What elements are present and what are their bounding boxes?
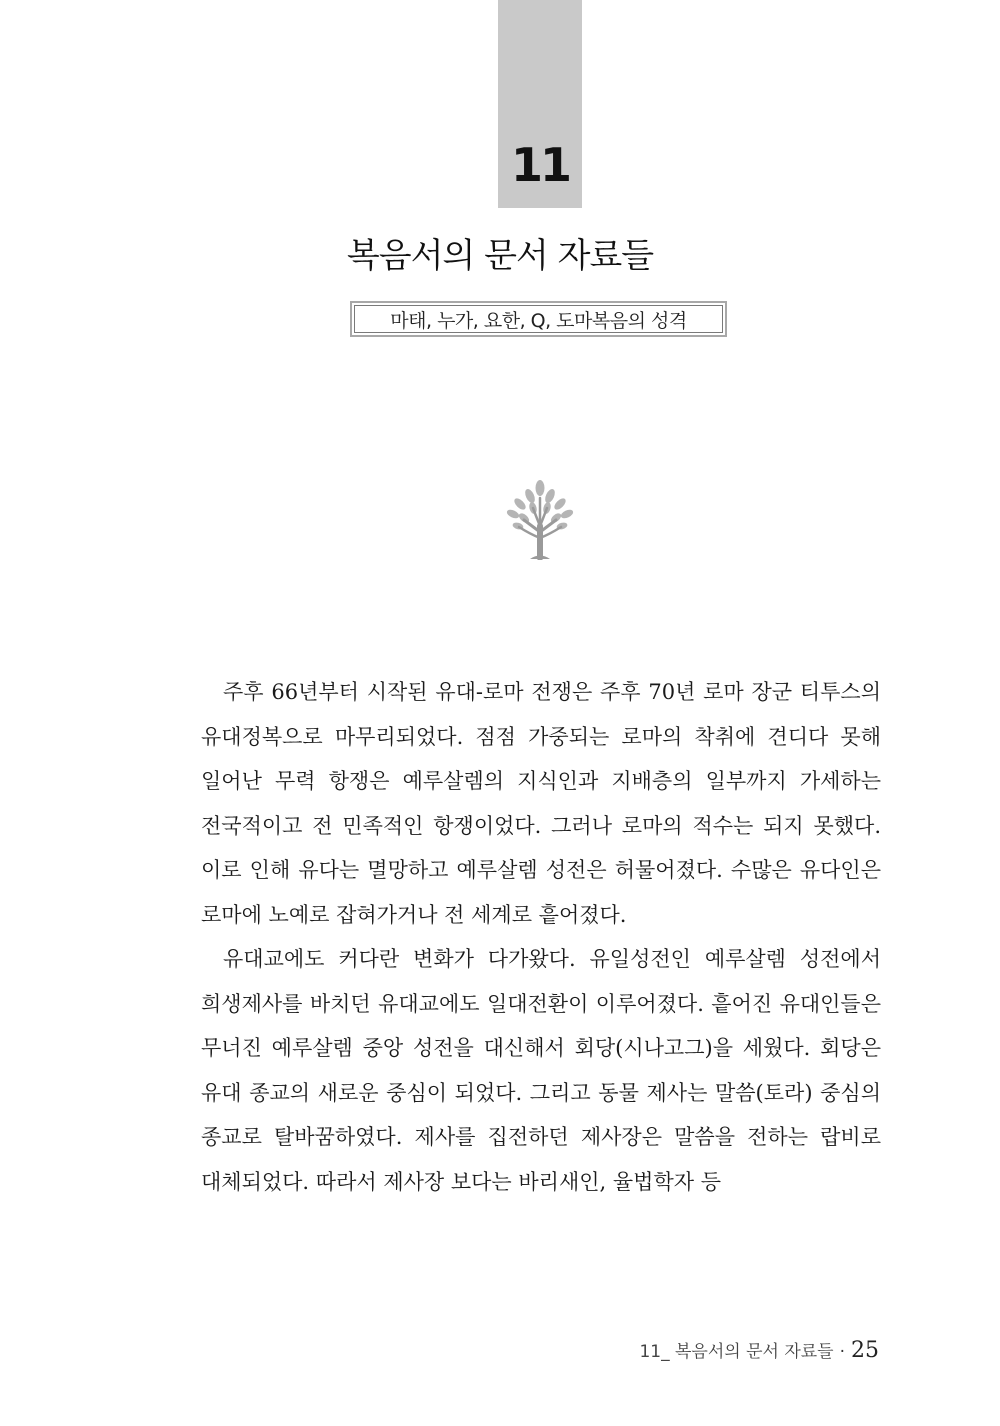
footer-separator: · — [839, 1342, 845, 1362]
page-title: 복음서의 문서 자료들 — [346, 236, 654, 276]
chapter-tab — [498, 0, 582, 208]
body-paragraph: 주후 66년부터 시작된 유대-로마 전쟁은 주후 70년 로마 장군 티투스의 유대정복으로 마무리되었다. 점점 가중되는 로마의 착취에 견디다 못해 일어난 무력 항쟁은 예루살렘의 지식인과 지배층의 일부까지 가세하는 전국적이고 전 민족적인 항쟁이었다. 그러나 로마의 적수는 되지 못했다. 이로 인해 유다는 멸망하고 예루살렘 성전은 허물어졌다. 수많은 유다인은 로마에 노예로 잡혀가거나 전 세계로 흩어졌다. — [201, 680, 881, 927]
page-footer — [639, 1337, 879, 1363]
tree-icon — [500, 480, 580, 560]
subtitle: 마태, 누가, 요한, Q, 도마복음의 성격 — [354, 305, 723, 333]
chapter-number: 11 — [510, 138, 569, 192]
subtitle-box — [350, 301, 727, 337]
body-paragraph: 유대교에도 커다란 변화가 다가왔다. 유일성전인 예루살렘 성전에서 희생제사를 바치던 유대교에도 일대전환이 이루어졌다. 흩어진 유대인들은 무너진 예루살렘 중앙 성전을 대신해서 회당(시나고그)을 세웠다. 회당은 유대 종교의 새로운 중심이 되었다. 그리고 동물 제사는 말씀(토라) 중심의 종교로 탈바꿈하였다. 제사를 집전하던 제사장은 말씀을 전하는 랍비로 대체되었다. 따라서 제사장 보다는 바리새인, 율법학자 등 — [201, 947, 881, 1194]
body-text — [201, 670, 881, 1204]
running-title: 11_ 복음서의 문서 자료들 — [639, 1342, 834, 1362]
page-number: 25 — [851, 1338, 879, 1363]
